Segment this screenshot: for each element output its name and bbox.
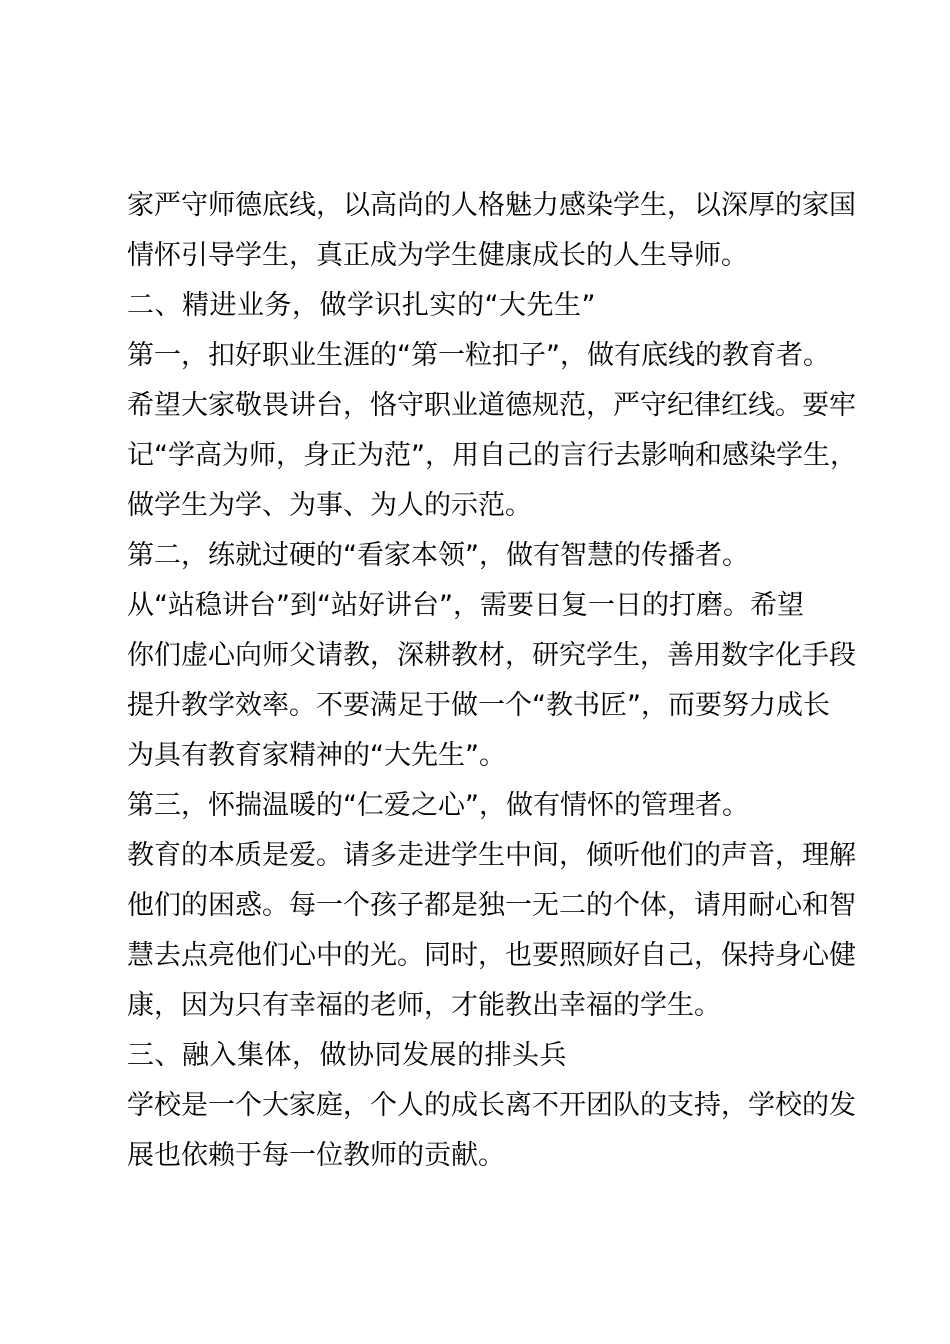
paragraph-line: 慧去点亮他们心中的光。同时，也要照顾好自己，保持身心健 bbox=[127, 940, 856, 971]
paragraph-line: 学校是一个大家庭，个人的成长离不开团队的支持，学校的发 bbox=[127, 1090, 856, 1121]
paragraph-line: 康，因为只有幸福的老师，才能教出幸福的学生。 bbox=[127, 990, 721, 1021]
paragraph-line: 教育的本质是爱。请多走进学生中间，倾听他们的声音，理解 bbox=[127, 840, 856, 871]
document-body bbox=[127, 181, 867, 1181]
subheading-first: 第一，扣好职业生涯的“第一粒扣子”，做有底线的教育者。 bbox=[127, 340, 830, 371]
paragraph-line: 你们虚心向师父请教，深耕教材，研究学生，善用数字化手段 bbox=[127, 640, 856, 671]
paragraph-line: 提升教学效率。不要满足于做一个“教书匠”，而要努力成长 bbox=[127, 690, 830, 721]
section-heading-2: 二、精进业务，做学识扎实的“大先生” bbox=[127, 290, 596, 321]
paragraph-line: 展也依赖于每一位教师的贡献。 bbox=[127, 1140, 505, 1171]
subheading-second: 第二，练就过硬的“看家本领”，做有智慧的传播者。 bbox=[127, 540, 749, 571]
paragraph-line: 家严守师德底线，以高尚的人格魅力感染学生，以深厚的家国 bbox=[127, 190, 856, 221]
subheading-third: 第三，怀揣温暖的“仁爱之心”，做有情怀的管理者。 bbox=[127, 790, 749, 821]
paragraph-line: 希望大家敬畏讲台，恪守职业道德规范，严守纪律红线。要牢 bbox=[127, 390, 856, 421]
paragraph-line: 情怀引导学生，真正成为学生健康成长的人生导师。 bbox=[127, 240, 748, 271]
paragraph-line: 做学生为学、为事、为人的示范。 bbox=[127, 490, 532, 521]
paragraph-line: 从“站稳讲台”到“站好讲台”，需要日复一日的打磨。希望 bbox=[127, 590, 804, 621]
paragraph-line: 他们的困惑。每一个孩子都是独一无二的个体，请用耐心和智 bbox=[127, 890, 856, 921]
paragraph-line: 记“学高为师，身正为范”，用自己的言行去影响和感染学生， bbox=[127, 440, 857, 471]
paragraph-line: 为具有教育家精神的“大先生”。 bbox=[127, 740, 506, 771]
section-heading-3: 三、融入集体，做协同发展的排头兵 bbox=[127, 1040, 567, 1071]
